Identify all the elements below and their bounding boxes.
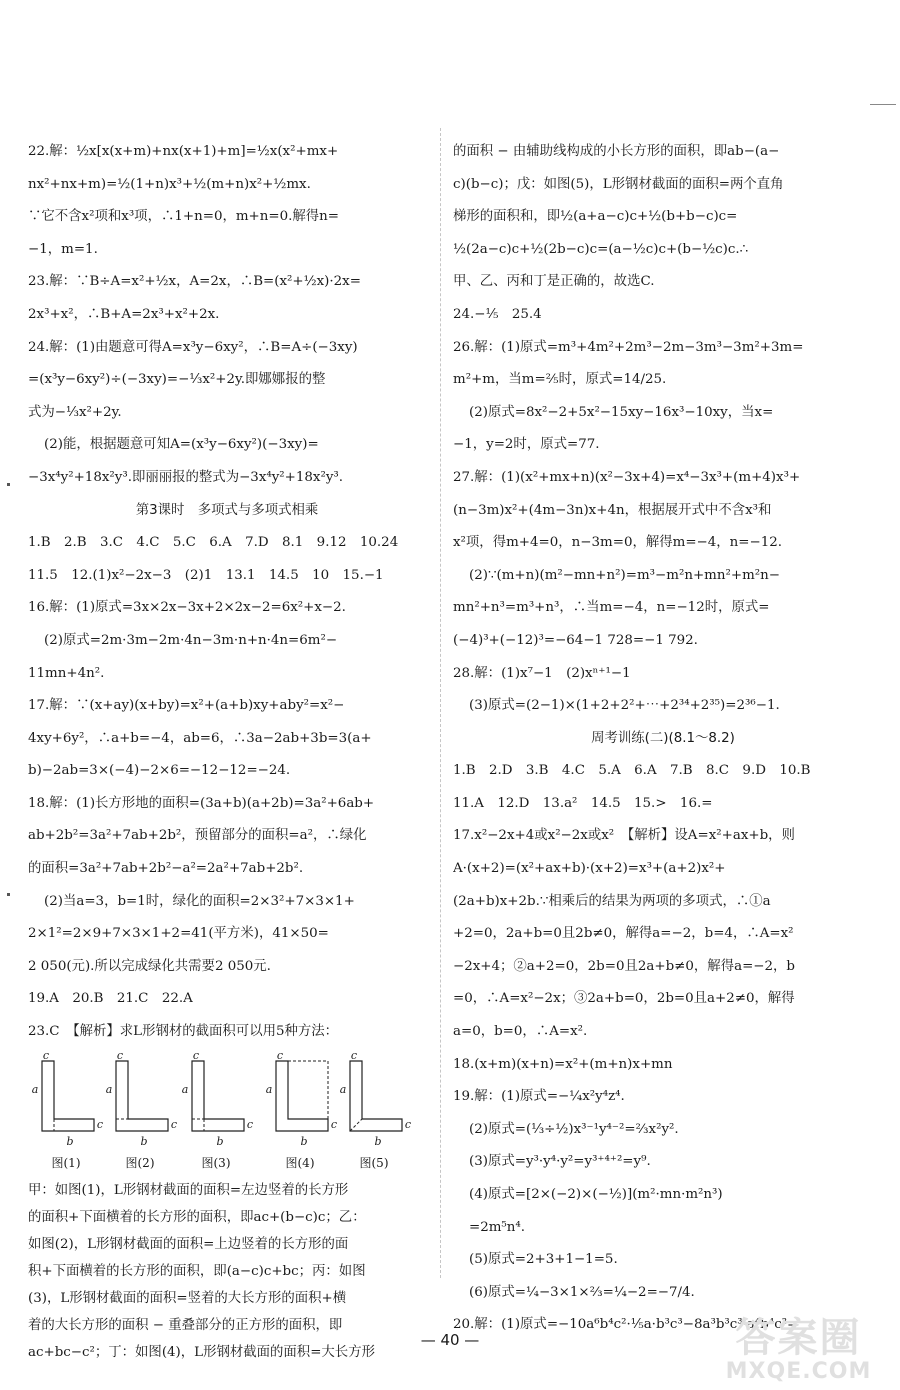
- text-line: =0，∴A=x²−2x；③2a+b=0，2b=0且a+2≠0，解得: [453, 991, 795, 1007]
- text-line: =2m⁵n⁴.: [469, 1219, 526, 1235]
- text-line: 28.解：(1)x⁷−1 (2)xⁿ⁺¹−1: [453, 665, 631, 681]
- label-a: a: [265, 1082, 273, 1096]
- text-line: (4)原式=[2×(−2)×(−½)](m²·mn·m²n³): [469, 1187, 723, 1202]
- text-line: A·(x+2)=(x²+ax+b)·(x+2)=x³+(a+2)x²+: [453, 861, 726, 877]
- text-line: 的面积+下面横着的长方形的面积，即ac+(b−c)c；乙：: [28, 1209, 366, 1225]
- text-line: 式为−⅓x²+2y.: [28, 404, 122, 420]
- text-line: 2 050(元).所以完成绿化共需要2 050元.: [28, 958, 271, 974]
- text-line: (3)，L形钢材截面的面积=竖着的大长方形的面积+横: [28, 1290, 347, 1306]
- text-line: ∵它不含x²项和x³项，∴1+n=0，m+n=0.解得n=: [28, 209, 340, 225]
- column-divider: [440, 128, 441, 1278]
- text-line: (−4)³+(−12)³=−64−1 728=−1 792.: [453, 632, 698, 648]
- text-line: 甲、乙、丙和丁是正确的，故选C.: [453, 274, 655, 290]
- text-line: −2x+4；②a+2=0，2b=0且2a+b≠0，解得a=−2，b: [453, 958, 795, 974]
- scan-mark: [7, 483, 10, 486]
- scan-mark: [7, 893, 10, 896]
- text-line: 23.解：∵B÷A=x²+½x，A=2x，∴B=(x²+½x)·2x=: [28, 274, 361, 290]
- text-line: nx²+nx+m)=½(1+n)x³+½(m+n)x²+½mx.: [28, 176, 311, 192]
- label-c: c: [42, 1048, 50, 1062]
- watermark-line2: MXQE.COM: [725, 1359, 872, 1384]
- text-line: 18.解：(1)长方形地的面积=(3a+b)(a+2b)=3a²+6ab+: [28, 795, 375, 811]
- figure-block: [28, 1049, 426, 1177]
- text-line: 22.解：½x[x(x+m)+nx(x+1)+m]=½x(x²+mx+: [28, 144, 339, 159]
- text-line: (6)原式=¼−3×1×⅔=¼−2=−7/4.: [469, 1284, 695, 1300]
- text-line: 17.解：∵(x+ay)(x+by)=x²+(a+b)xy+aby²=x²−: [28, 698, 345, 714]
- text-line: +2=0，2a+b=0且2b≠0，解得a=−2，b=4，∴A=x²: [453, 926, 794, 942]
- watermark-logo: [711, 1316, 886, 1388]
- l-shape-figures: [28, 1049, 426, 1177]
- text-line: 18.(x+m)(x+n)=x²+(m+n)x+mn: [453, 1056, 673, 1072]
- label-a: a: [339, 1082, 347, 1096]
- text-line: 17.x²−2x+4或x²−2x或x² 【解析】设A=x²+ax+b，则: [453, 828, 795, 844]
- figure-caption: 图(2): [125, 1155, 155, 1170]
- text-line: 11mn+4n².: [28, 665, 105, 681]
- text-line: 梯形的面积和，即½(a+a−c)c+½(b+b−c)c=: [453, 209, 738, 225]
- text-line: 11.A 12.D 13.a² 14.5 15.> 16.=: [453, 795, 713, 811]
- text-line: (2)原式=(⅓÷½)x³⁻¹y⁴⁻²=⅔x²y².: [469, 1121, 679, 1137]
- label-c: c: [330, 1117, 338, 1131]
- label-c: c: [170, 1117, 178, 1131]
- section-heading: 第3课时 多项式与多项式相乘: [135, 502, 319, 518]
- label-b: b: [374, 1134, 382, 1148]
- text-line: 27.解：(1)(x²+mx+n)(x²−3x+4)=x⁴−3x³+(m+4)x³+: [453, 469, 801, 485]
- l-shape-outline: [350, 1061, 402, 1131]
- text-line: 的面积=3a²+7ab+2b²−a²=2a²+7ab+2b².: [28, 861, 304, 877]
- text-line: 24.−⅕ 25.4: [453, 306, 542, 322]
- text-line: 19.A 20.B 21.C 22.A: [28, 991, 193, 1007]
- label-a: a: [31, 1082, 39, 1096]
- text-line: ½(2a−c)c+½(2b−c)c=(a−½c)c+(b−½c)c.∴: [453, 241, 749, 257]
- text-line: (2)能，根据题意可知A=(x³y−6xy²)(−3xy)=: [44, 437, 319, 453]
- text-line: 19.解：(1)原式=−¼x²y⁴z⁴.: [453, 1089, 625, 1105]
- text-line: 26.解：(1)原式=m³+4m²+2m³−2m−3m³−3m²+3m=: [453, 339, 804, 355]
- l-shape-outline: [116, 1061, 168, 1131]
- text-line: =(x³y−6xy²)÷(−3xy)=−⅓x²+2y.即娜娜报的整: [28, 372, 326, 388]
- text-line: (2)原式=8x²−2+5x²−15xy−16x³−10xy，当x=: [469, 404, 774, 420]
- figure-caption: 图(3): [201, 1155, 231, 1170]
- page-number: — 40 —: [420, 1331, 480, 1349]
- watermark-line1: 答案圈: [735, 1315, 862, 1361]
- text-line: −3x⁴y²+18x²y³.即丽丽报的整式为−3x⁴y²+18x²y³.: [28, 469, 344, 485]
- text-line: 2×1²=2×9+7×3×1+2=41(平方米)，41×50=: [28, 926, 329, 942]
- text-line: ac+bc−c²；丁：如图(4)，L形钢材截面的面积=大长方形: [28, 1344, 375, 1360]
- text-line: 1.B 2.D 3.B 4.C 5.A 6.A 7.B 8.C 9.D 10.B: [453, 763, 811, 779]
- text-line: 2x³+x²，∴B+A=2x³+x²+2x.: [28, 306, 220, 322]
- text-line: x²项，得m+4=0，n−3m=0，解得m=−4，n=−12.: [453, 535, 783, 551]
- text-line: −1，y=2时，原式=77.: [453, 437, 600, 453]
- text-line: 23.C 【解析】求L形钢材的截面积可以用5种方法：: [28, 1024, 339, 1040]
- label-c: c: [192, 1048, 200, 1062]
- l-shape-outline: [276, 1061, 328, 1131]
- text-line: −1，m=1.: [28, 241, 98, 257]
- text-line: 甲：如图(1)，L形钢材截面的面积=左边竖着的长方形: [28, 1182, 349, 1198]
- figure-caption: 图(4): [285, 1155, 315, 1170]
- figure-caption: 图(5): [359, 1155, 389, 1170]
- text-line: 24.解：(1)由题意可得A=x³y−6xy²，∴B=A÷(−3xy): [28, 339, 358, 355]
- text-line: (n−3m)x²+(4m−3n)x+4n，根据展开式中不含x³和: [453, 502, 772, 518]
- label-b: b: [140, 1134, 148, 1148]
- text-line: 16.解：(1)原式=3x×2x−3x+2×2x−2=6x²+x−2.: [28, 600, 346, 616]
- label-c: c: [96, 1117, 104, 1131]
- text-line: 20.解：(1)原式=−10a⁶b⁴c²·⅕a·b³c³−8a³b³c³·a⁴b⁴c²=: [453, 1317, 799, 1333]
- label-b: b: [216, 1134, 224, 1148]
- label-c: c: [276, 1048, 284, 1062]
- text-line: 4xy+6y²，∴a+b=−4，ab=6，∴3a−2ab+3b=3(a+: [28, 730, 372, 746]
- dashed-guide-line: [288, 1061, 328, 1119]
- label-b: b: [300, 1134, 308, 1148]
- label-c: c: [404, 1117, 412, 1131]
- text-line: 着的大长方形的面积 − 重叠部分的正方形的面积，即: [28, 1317, 343, 1333]
- text-line: a=0，b=0，∴A=x².: [453, 1024, 588, 1040]
- text-line: b)−2ab=3×(−4)−2×6=−12−12=−24.: [28, 763, 291, 779]
- text-line: 如图(2)，L形钢材截面的面积=上边竖着的长方形的面: [28, 1236, 349, 1252]
- label-c: c: [350, 1048, 358, 1062]
- text-line: (3)原式=(2−1)×(1+2+2²+⋯+2³⁴+2³⁵)=2³⁶−1.: [469, 698, 780, 714]
- text-line: (3)原式=y³·y⁴·y²=y³⁺⁴⁺²=y⁹.: [469, 1154, 651, 1170]
- left-column: [28, 136, 426, 1366]
- label-c: c: [116, 1048, 124, 1062]
- right-column: [453, 136, 873, 1342]
- text-line: (2a+b)x+2b.∵相乘后的结果为两项的多项式，∴①a: [453, 893, 771, 909]
- label-b: b: [66, 1134, 74, 1148]
- dashed-guide-line: [350, 1119, 362, 1131]
- text-line: 11.5 12.(1)x²−2x−3 (2)1 13.1 14.5 10 15.−1: [28, 567, 384, 583]
- text-line: c)(b−c)；戊：如图(5)，L形钢材截面的面积=两个直角: [453, 176, 784, 192]
- label-a: a: [105, 1082, 113, 1096]
- l-shape-outline: [192, 1061, 244, 1131]
- text-line: (5)原式=2+3+1−1=5.: [469, 1252, 618, 1268]
- figure-caption: 图(1): [51, 1155, 81, 1170]
- text-line: ab+2b²=3a²+7ab+2b²，预留部分的面积=a²，∴绿化: [28, 828, 367, 844]
- text-line: m²+m，当m=⅖时，原式=14/25.: [453, 372, 667, 388]
- text-line: 1.B 2.B 3.C 4.C 5.C 6.A 7.D 8.1 9.12 10.24: [28, 535, 399, 551]
- text-line: (2)原式=2m·3m−2m·4n−3m·n+n·4n=6m²−: [44, 632, 338, 648]
- text-line: (2)∵(m+n)(m²−mn+n²)=m³−m²n+mn²+m²n−: [469, 567, 780, 583]
- text-line: 的面积 − 由辅助线构成的小长方形的面积，即ab−(a−: [453, 144, 780, 159]
- top-rule: [870, 104, 896, 105]
- section-heading: 周考训练(二)(8.1～8.2): [591, 730, 735, 746]
- label-a: a: [181, 1082, 189, 1096]
- text-line: (2)当a=3，b=1时，绿化的面积=2×3²+7×3×1+: [44, 893, 355, 909]
- label-c: c: [246, 1117, 254, 1131]
- text-line: 积+下面横着的长方形的面积，即(a−c)c+bc；丙：如图: [28, 1263, 366, 1279]
- l-shape-outline: [42, 1061, 94, 1131]
- text-line: mn²+n³=m³+n³，∴当m=−4，n=−12时，原式=: [453, 600, 770, 616]
